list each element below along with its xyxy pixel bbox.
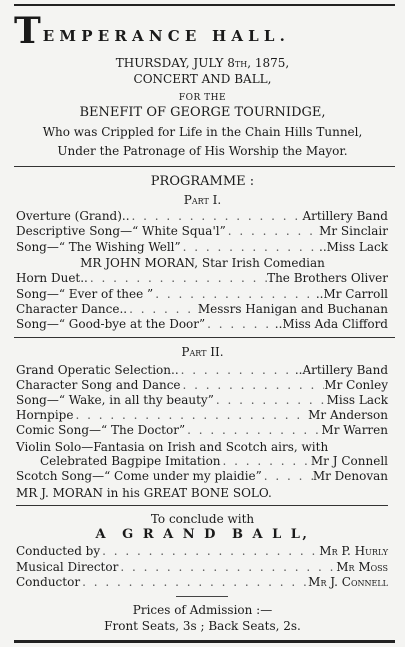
staff-name: Mr J. Connell — [308, 575, 388, 589]
part1-heading: Part I. — [183, 193, 222, 207]
item-performer: Miss Lack — [326, 393, 388, 407]
item-performer: ..Mr Carroll — [315, 287, 388, 301]
item-title: Horn Duet.. — [16, 271, 88, 285]
item-title: Character Song and Dance — [16, 378, 181, 392]
programme-item — [16, 409, 388, 422]
bottom-rule — [14, 640, 395, 643]
item-title: Comic Song—“ The Doctor” — [16, 423, 186, 437]
item-performer: The Brothers Oliver — [267, 271, 388, 285]
item-performer: Mr Warren — [321, 423, 388, 437]
violin-solo-line: Violin Solo—Fantasia on Irish and Scotch airs, with — [16, 440, 329, 454]
small-divider — [176, 596, 228, 597]
item-performer: Mr Conley — [324, 378, 388, 392]
staff-role: Conductor — [16, 575, 81, 589]
conclude-line: To conclude with — [150, 512, 255, 526]
programme-heading: PROGRAMME : — [150, 174, 255, 189]
divider — [14, 337, 395, 338]
grand-ball-heading: A G R A N D B A L L, — [95, 527, 310, 542]
item-performer: ..Miss Ada Clifford — [274, 317, 388, 331]
item-title: Song—“ Good-bye at the Door” — [16, 317, 206, 331]
programme-item — [16, 303, 388, 316]
item-performer: ..Artillery Band — [294, 363, 388, 377]
item-title: Scotch Song—“ Come under my plaidie” — [16, 469, 262, 483]
programme-item — [16, 225, 388, 238]
ball-staff-row — [16, 561, 388, 574]
item-title: Hornpipe — [16, 408, 74, 422]
programme-item — [40, 455, 388, 468]
prices-heading: Prices of Admission :— — [132, 603, 273, 617]
ball-staff-row — [16, 545, 388, 558]
prices-line: Front Seats, 3s ; Back Seats, 2s. — [104, 619, 301, 633]
crippled-line: Who was Crippled for Life in the Chain Hills Tunnel, — [42, 125, 363, 139]
item-title: Song—“ The Wishing Well” — [16, 240, 181, 254]
item-title: Song—“ Ever of thee ” — [16, 287, 154, 301]
programme-item — [16, 272, 388, 285]
item-title: Character Dance.. — [16, 302, 128, 316]
title-initial: T — [14, 10, 43, 52]
programme-item — [16, 210, 388, 223]
item-title: Descriptive Song—“ White Squa'l” — [16, 224, 226, 238]
staff-role: Musical Director — [16, 560, 119, 574]
star-comedian-line: MR JOHN MORAN, Star Irish Comedian — [80, 256, 325, 270]
item-title: Celebrated Bagpipe Imitation — [40, 454, 221, 468]
item-title: Overture (Grand).. — [16, 209, 130, 223]
staff-name: Mr P. Hurly — [319, 544, 388, 558]
item-performer: Mr Denovan — [312, 469, 388, 483]
item-performer: Artillery Band — [302, 209, 388, 223]
programme-item — [16, 318, 388, 331]
item-performer: ..Miss Lack — [319, 240, 388, 254]
programme-item — [16, 241, 388, 254]
hall-title — [14, 10, 392, 52]
programme-item — [16, 364, 388, 377]
item-title: Grand Operatic Selection.. — [16, 363, 179, 377]
event-line: CONCERT AND BALL, — [133, 72, 272, 86]
programme-item — [16, 288, 388, 301]
item-performer: Mr J Connell — [310, 454, 388, 468]
item-performer: Mr Anderson — [308, 408, 388, 422]
divider — [16, 505, 388, 506]
patronage-line: Under the Patronage of His Worship the Mayor. — [57, 144, 348, 158]
programme-item — [16, 394, 388, 407]
part2-heading: Part II. — [181, 345, 224, 359]
bone-solo-line: MR J. MORAN in his GREAT BONE SOLO. — [16, 486, 272, 500]
title-rest: EMPERANCE HALL. — [42, 27, 291, 45]
programme-item — [16, 424, 388, 437]
item-performer: Mr Sinclair — [319, 224, 388, 238]
benefit-line: BENEFIT OF GEORGE TOURNIDGE, — [79, 105, 326, 120]
programme-item — [16, 379, 388, 392]
top-rule — [14, 4, 395, 6]
divider — [14, 166, 395, 167]
date-line: THURSDAY, JULY 8th, 1875, — [115, 56, 290, 70]
for-the-line: FOR THE — [178, 93, 227, 103]
staff-role: Conducted by — [16, 544, 101, 558]
item-performer: Messrs Hanigan and Buchanan — [197, 302, 388, 316]
programme-item — [16, 470, 388, 483]
ball-staff-row — [16, 576, 388, 589]
staff-name: Mr Moss — [336, 560, 388, 574]
item-title: Song—“ Wake, in all thy beauty” — [16, 393, 214, 407]
